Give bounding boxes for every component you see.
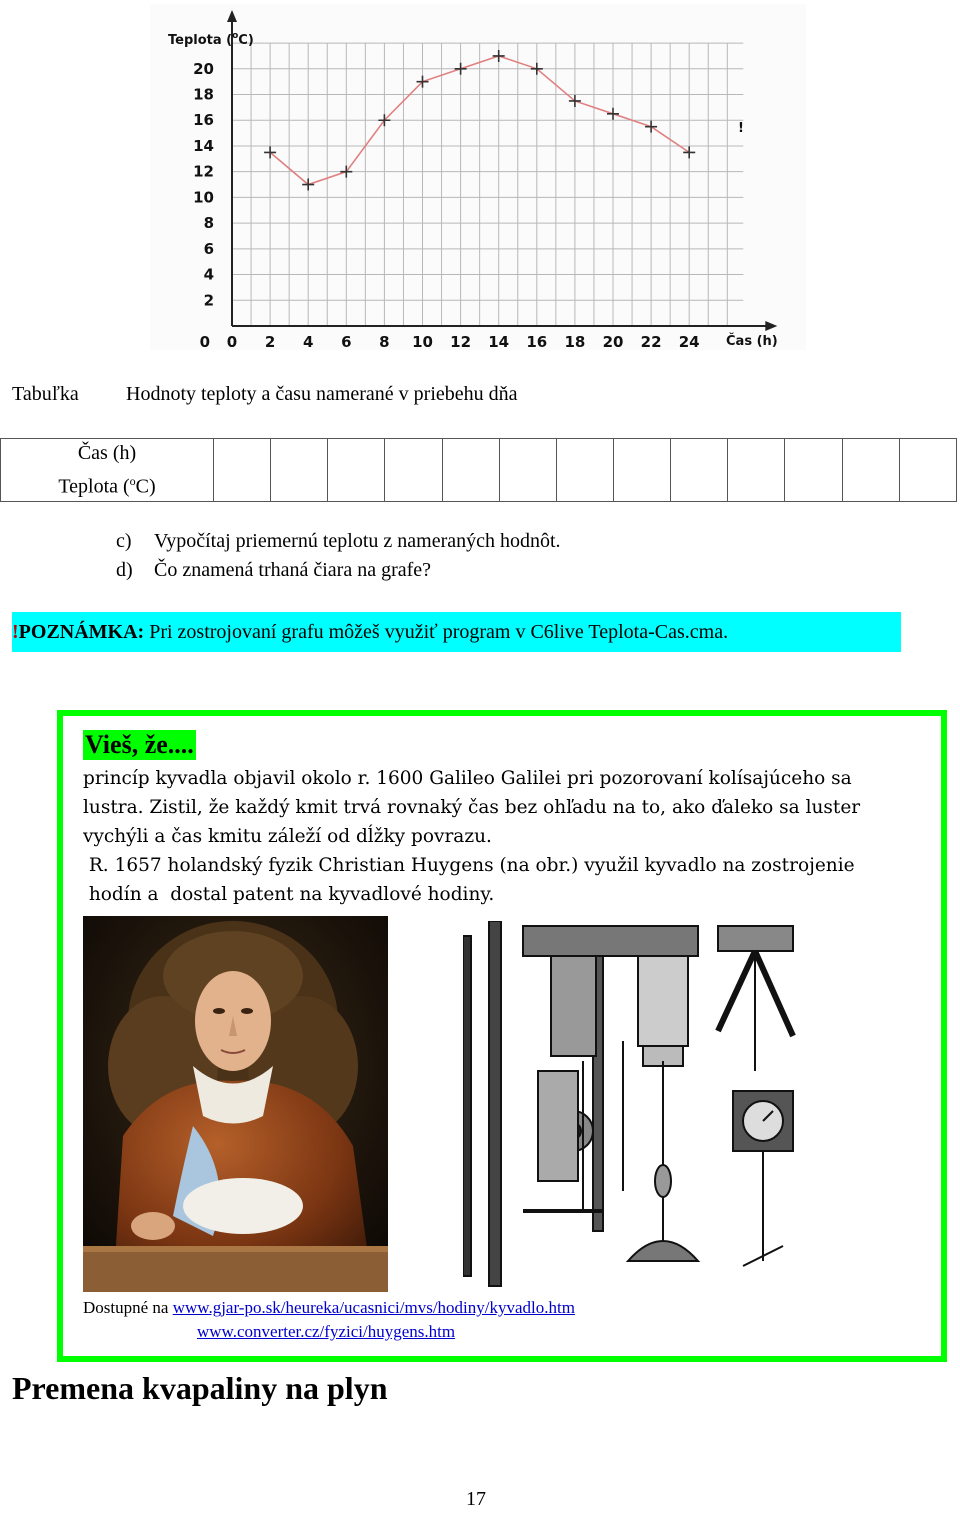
y-tick-label: 8: [203, 214, 214, 233]
table-cell[interactable]: [785, 439, 842, 502]
x-tick-label: 20: [602, 333, 624, 350]
data-point: [683, 146, 695, 158]
source-link-converter[interactable]: www.converter.cz/fyzici/huygens.htm: [197, 1322, 456, 1341]
data-point: [340, 166, 352, 178]
table-cell[interactable]: [385, 439, 442, 502]
data-point: [645, 121, 657, 133]
fact-line: hodín a dostal patent na kyvadlové hodiny.: [83, 884, 495, 905]
note-banner: [12, 612, 901, 652]
table-cell[interactable]: [499, 439, 556, 502]
table-cell[interactable]: [328, 439, 385, 502]
x-tick-label: 16: [526, 333, 548, 350]
fact-line: R. 1657 holandský fyzik Christian Huygens (na obr.) využil kyvadlo na zostrojenie: [83, 855, 855, 876]
question-c: c) Vypočítaj priemernú teplotu z nameraných hodnôt.: [116, 530, 561, 552]
table-cell[interactable]: [842, 439, 899, 502]
y-axis-arrow: [227, 10, 237, 22]
table-cell[interactable]: [442, 439, 499, 502]
x-tick-label: 4: [302, 333, 314, 350]
y-tick-label: 20: [193, 59, 214, 78]
fact-heading: Vieš, že....: [85, 730, 194, 759]
data-point: [455, 63, 467, 75]
chart-annotation: !: [738, 121, 744, 136]
note-text: Pri zostrojovaní grafu môžeš využiť program v C6live Teplota-Cas.cma.: [149, 621, 729, 643]
table-cell[interactable]: [214, 439, 271, 502]
y-tick-label: 14: [193, 136, 214, 155]
note-label: POZNÁMKA:: [18, 621, 145, 643]
y-tick-label: 10: [193, 188, 214, 207]
x-tick-label: 6: [341, 333, 352, 350]
temperature-chart-svg: [150, 4, 806, 350]
table-cell[interactable]: [899, 439, 956, 502]
table-cell[interactable]: [671, 439, 728, 502]
table-cell[interactable]: [556, 439, 613, 502]
x-axis-arrow: [765, 321, 777, 331]
fact-line: vychýli a čas kmitu záleží od dĺžky povrazu.: [83, 826, 492, 847]
table-cell[interactable]: [271, 439, 328, 502]
x-tick-label: 14: [488, 333, 510, 350]
y-tick-label: 6: [203, 239, 214, 258]
fact-body: [83, 764, 933, 909]
x-tick-label: 12: [450, 333, 472, 350]
table-row: [1, 439, 957, 502]
time-row-label: Čas (h): [77, 442, 137, 464]
x-tick-label: 2: [264, 333, 276, 350]
y-tick-label: 12: [193, 162, 214, 181]
y-tick-label: 16: [193, 111, 214, 130]
note-exclamation: !: [12, 621, 19, 643]
x-tick-label: 22: [640, 333, 662, 350]
fact-line: lustra. Zistil, že každý kmit trvá rovnaký čas bez ohľadu na to, ako ďaleko sa luster: [83, 797, 861, 818]
y-tick-label: 4: [203, 265, 214, 284]
fact-box: [57, 710, 947, 1362]
temperature-row-label: Teplota ($^o$C): [58, 474, 156, 498]
origin-tick-label: 0: [199, 333, 210, 350]
data-point: [607, 108, 619, 120]
x-tick-label: 8: [379, 333, 390, 350]
x-axis-title: Čas (h): [726, 334, 778, 349]
x-tick-label: 18: [564, 333, 586, 350]
y-axis-title: Teplota ($^o$C): [168, 31, 254, 48]
page-number: 17: [466, 1488, 486, 1510]
table-cell[interactable]: [613, 439, 670, 502]
huygens-portrait-image: [83, 916, 388, 1292]
source-line-2: [197, 1322, 455, 1342]
x-tick-label: 24: [678, 333, 700, 350]
value-table: [0, 438, 957, 502]
source-link-gjar[interactable]: www.gjar-po.sk/heureka/ucasnici/mvs/hodiny/kyvadlo.htm: [172, 1298, 575, 1317]
data-point: [493, 50, 505, 62]
y-tick-label: 18: [193, 85, 214, 104]
table-cell[interactable]: [728, 439, 785, 502]
fact-line: princíp kyvadla objavil okolo r. 1600 Galileo Galilei pri pozorovaní kolísajúceho sa: [83, 768, 852, 789]
source-line: Dostupné na www.gjar-po.sk/heureka/ucasnici/mvs/hodiny/kyvadlo.htm: [83, 1298, 575, 1317]
table-caption-label: Tabuľka: [12, 383, 79, 405]
x-tick-label: 10: [412, 333, 433, 350]
section-heading: Premena kvapaliny na plyn: [12, 1370, 388, 1406]
table-caption-text: Hodnoty teploty a času namerané v priebehu dňa: [126, 383, 518, 405]
table-header-cell: [1, 439, 214, 502]
y-tick-label: 2: [203, 291, 214, 310]
question-d: d) Čo znamená trhaná čiara na grafe?: [116, 559, 432, 581]
temperature-chart: [150, 4, 806, 350]
x-tick-label: 0: [226, 333, 238, 350]
pendulum-clock-drawing: [463, 921, 873, 1291]
